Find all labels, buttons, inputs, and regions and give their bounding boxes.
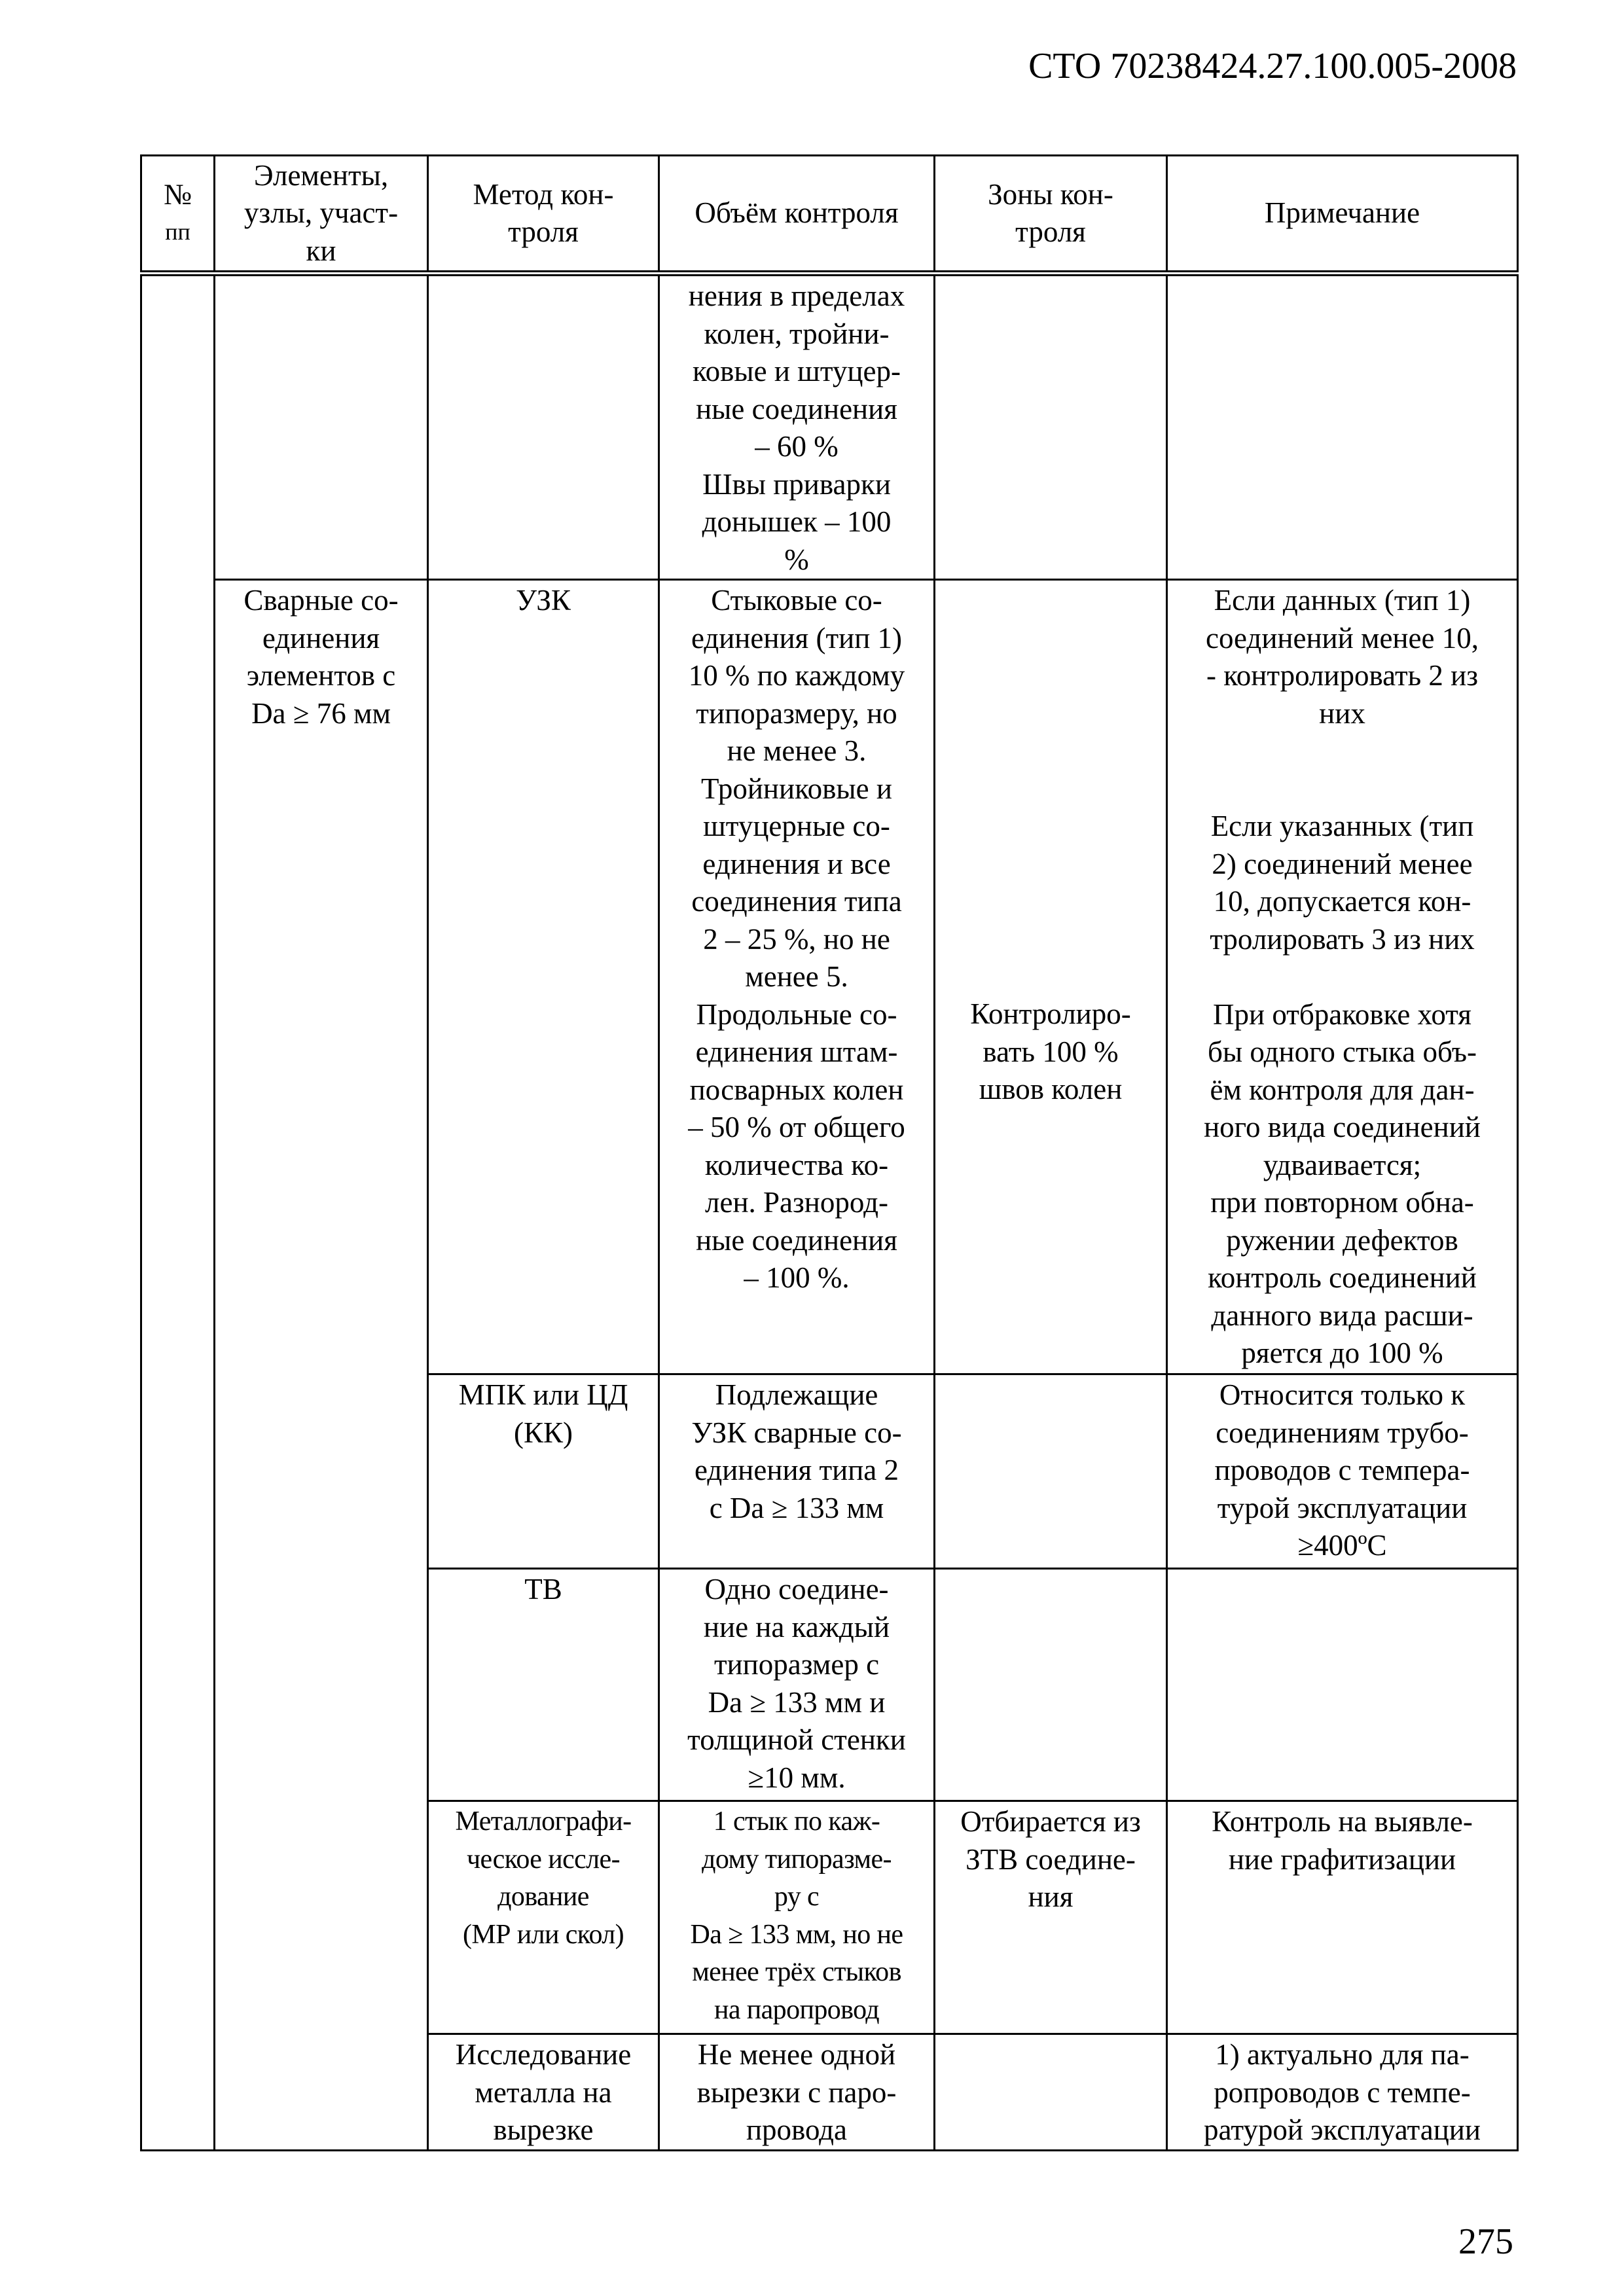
row-6-method-cell: Исследование металла на вырезке: [428, 2034, 659, 2151]
row-2-volume-cell: Стыковые со- единения (тип 1) 10 % по каждому типоразмеру, но не менее 3. Тройниковые и штуцерные со- единения и все соединения типа 2 – 25 %, но не менее 5. Продольные со- единения штам- посварных колен – 50 % от общего количества ко- лен. Разнород- ные соединения – 100 %.: [659, 580, 935, 1374]
col-header-volume: [659, 156, 935, 274]
col-header-volume-label: Объём контроля: [695, 196, 899, 230]
row-5-volume-cell: 1 стык по каж- дому типоразме- ру с Da ≥ 133 мм, но не менее трёх стыков на паропровод: [659, 1801, 935, 2034]
row-2-note-paragraph-2: Если указанных (тип 2) соединений менее 10, допускается кон- тролировать 3 из них: [1210, 810, 1475, 956]
row-2-note-cell: [1167, 580, 1518, 1374]
number-abbr: пп: [165, 219, 190, 245]
row-4-method-cell: ТВ: [428, 1569, 659, 1801]
row-1-element-cell: [215, 274, 428, 580]
col-header-note: [1167, 156, 1518, 274]
number-symbol: №: [164, 177, 192, 211]
col-header-method: [428, 156, 659, 274]
inspection-table: [140, 154, 1519, 2151]
row-3-zone-cell: [935, 1374, 1167, 1569]
header-row: [141, 156, 1518, 274]
row-1-volume-cell: нения в пределах колен, тройни- ковые и штуцер- ные соединения – 60 % Швы приварки донышек – 100 %: [659, 274, 935, 580]
col-header-zones-label: Зоны кон- троля: [988, 177, 1113, 248]
row-3-method-cell: МПК или ЦД (КК): [428, 1374, 659, 1569]
welded-joints-element-cell: Сварные со- единения элементов с Da ≥ 76 мм: [215, 580, 428, 2151]
row-5-method-cell: Металлографи- ческое иссле- дование (МР или скол): [428, 1801, 659, 2034]
row-3-note-cell: Относится только к соединениям трубо- проводов с темпера- турой эксплуатации ≥400ºС: [1167, 1374, 1518, 1569]
row-1-method-cell: [428, 274, 659, 580]
col-header-elements: [215, 156, 428, 274]
document-code: СТО 70238424.27.100.005-2008: [1028, 46, 1517, 86]
table-body: [141, 274, 1518, 2151]
col-header-zones: [935, 156, 1167, 274]
row-1-zone-cell: [935, 274, 1167, 580]
row-2-zone-cell: Контролиро- вать 100 % швов колен: [935, 580, 1167, 1374]
col-header-elements-label: Элементы, узлы, участ- ки: [244, 158, 399, 267]
row-4-note-cell: [1167, 1569, 1518, 1801]
page-number: 275: [1458, 2221, 1513, 2262]
table-row: [141, 580, 1518, 1374]
row-6-note-cell: 1) актуально для па- ропроводов с темпе- ратурой эксплуатации: [1167, 2034, 1518, 2151]
row-6-volume-cell: Не менее одной вырезки с паро- провода: [659, 2034, 935, 2151]
row-2-note-paragraph-1: Если данных (тип 1) соединений менее 10, - контролировать 2 из них: [1206, 584, 1479, 730]
col-header-note-label: Примечание: [1264, 196, 1420, 230]
row-3-volume-cell: Подлежащие УЗК сварные со- единения типа 2 с Da ≥ 133 мм: [659, 1374, 935, 1569]
row-2-method-cell: УЗК: [428, 580, 659, 1374]
row-1-note-cell: [1167, 274, 1518, 580]
col-header-number: [141, 156, 215, 274]
row-6-zone-cell: [935, 2034, 1167, 2151]
row-2-note-paragraph-3: При отбраковке хотя бы одного стыка объ- ём контроля для дан- ного вида соединений удваивается; при повторном обна- ружении дефектов контроль соединений данного вида расши- ряется до 100 %: [1204, 997, 1481, 1369]
col-header-method-label: Метод кон- троля: [473, 177, 614, 248]
number-cell: [141, 274, 215, 2151]
row-5-zone-cell: Отбирается из ЗТВ соедине- ния: [935, 1801, 1167, 2034]
row-5-note-cell: Контроль на выявле- ние графитизации: [1167, 1801, 1518, 2034]
table-row: [141, 274, 1518, 580]
table-header: [141, 156, 1518, 274]
row-4-volume-cell: Одно соедине- ние на каждый типоразмер с Da ≥ 133 мм и толщиной стенки ≥10 мм.: [659, 1569, 935, 1801]
row-4-zone-cell: [935, 1569, 1167, 1801]
